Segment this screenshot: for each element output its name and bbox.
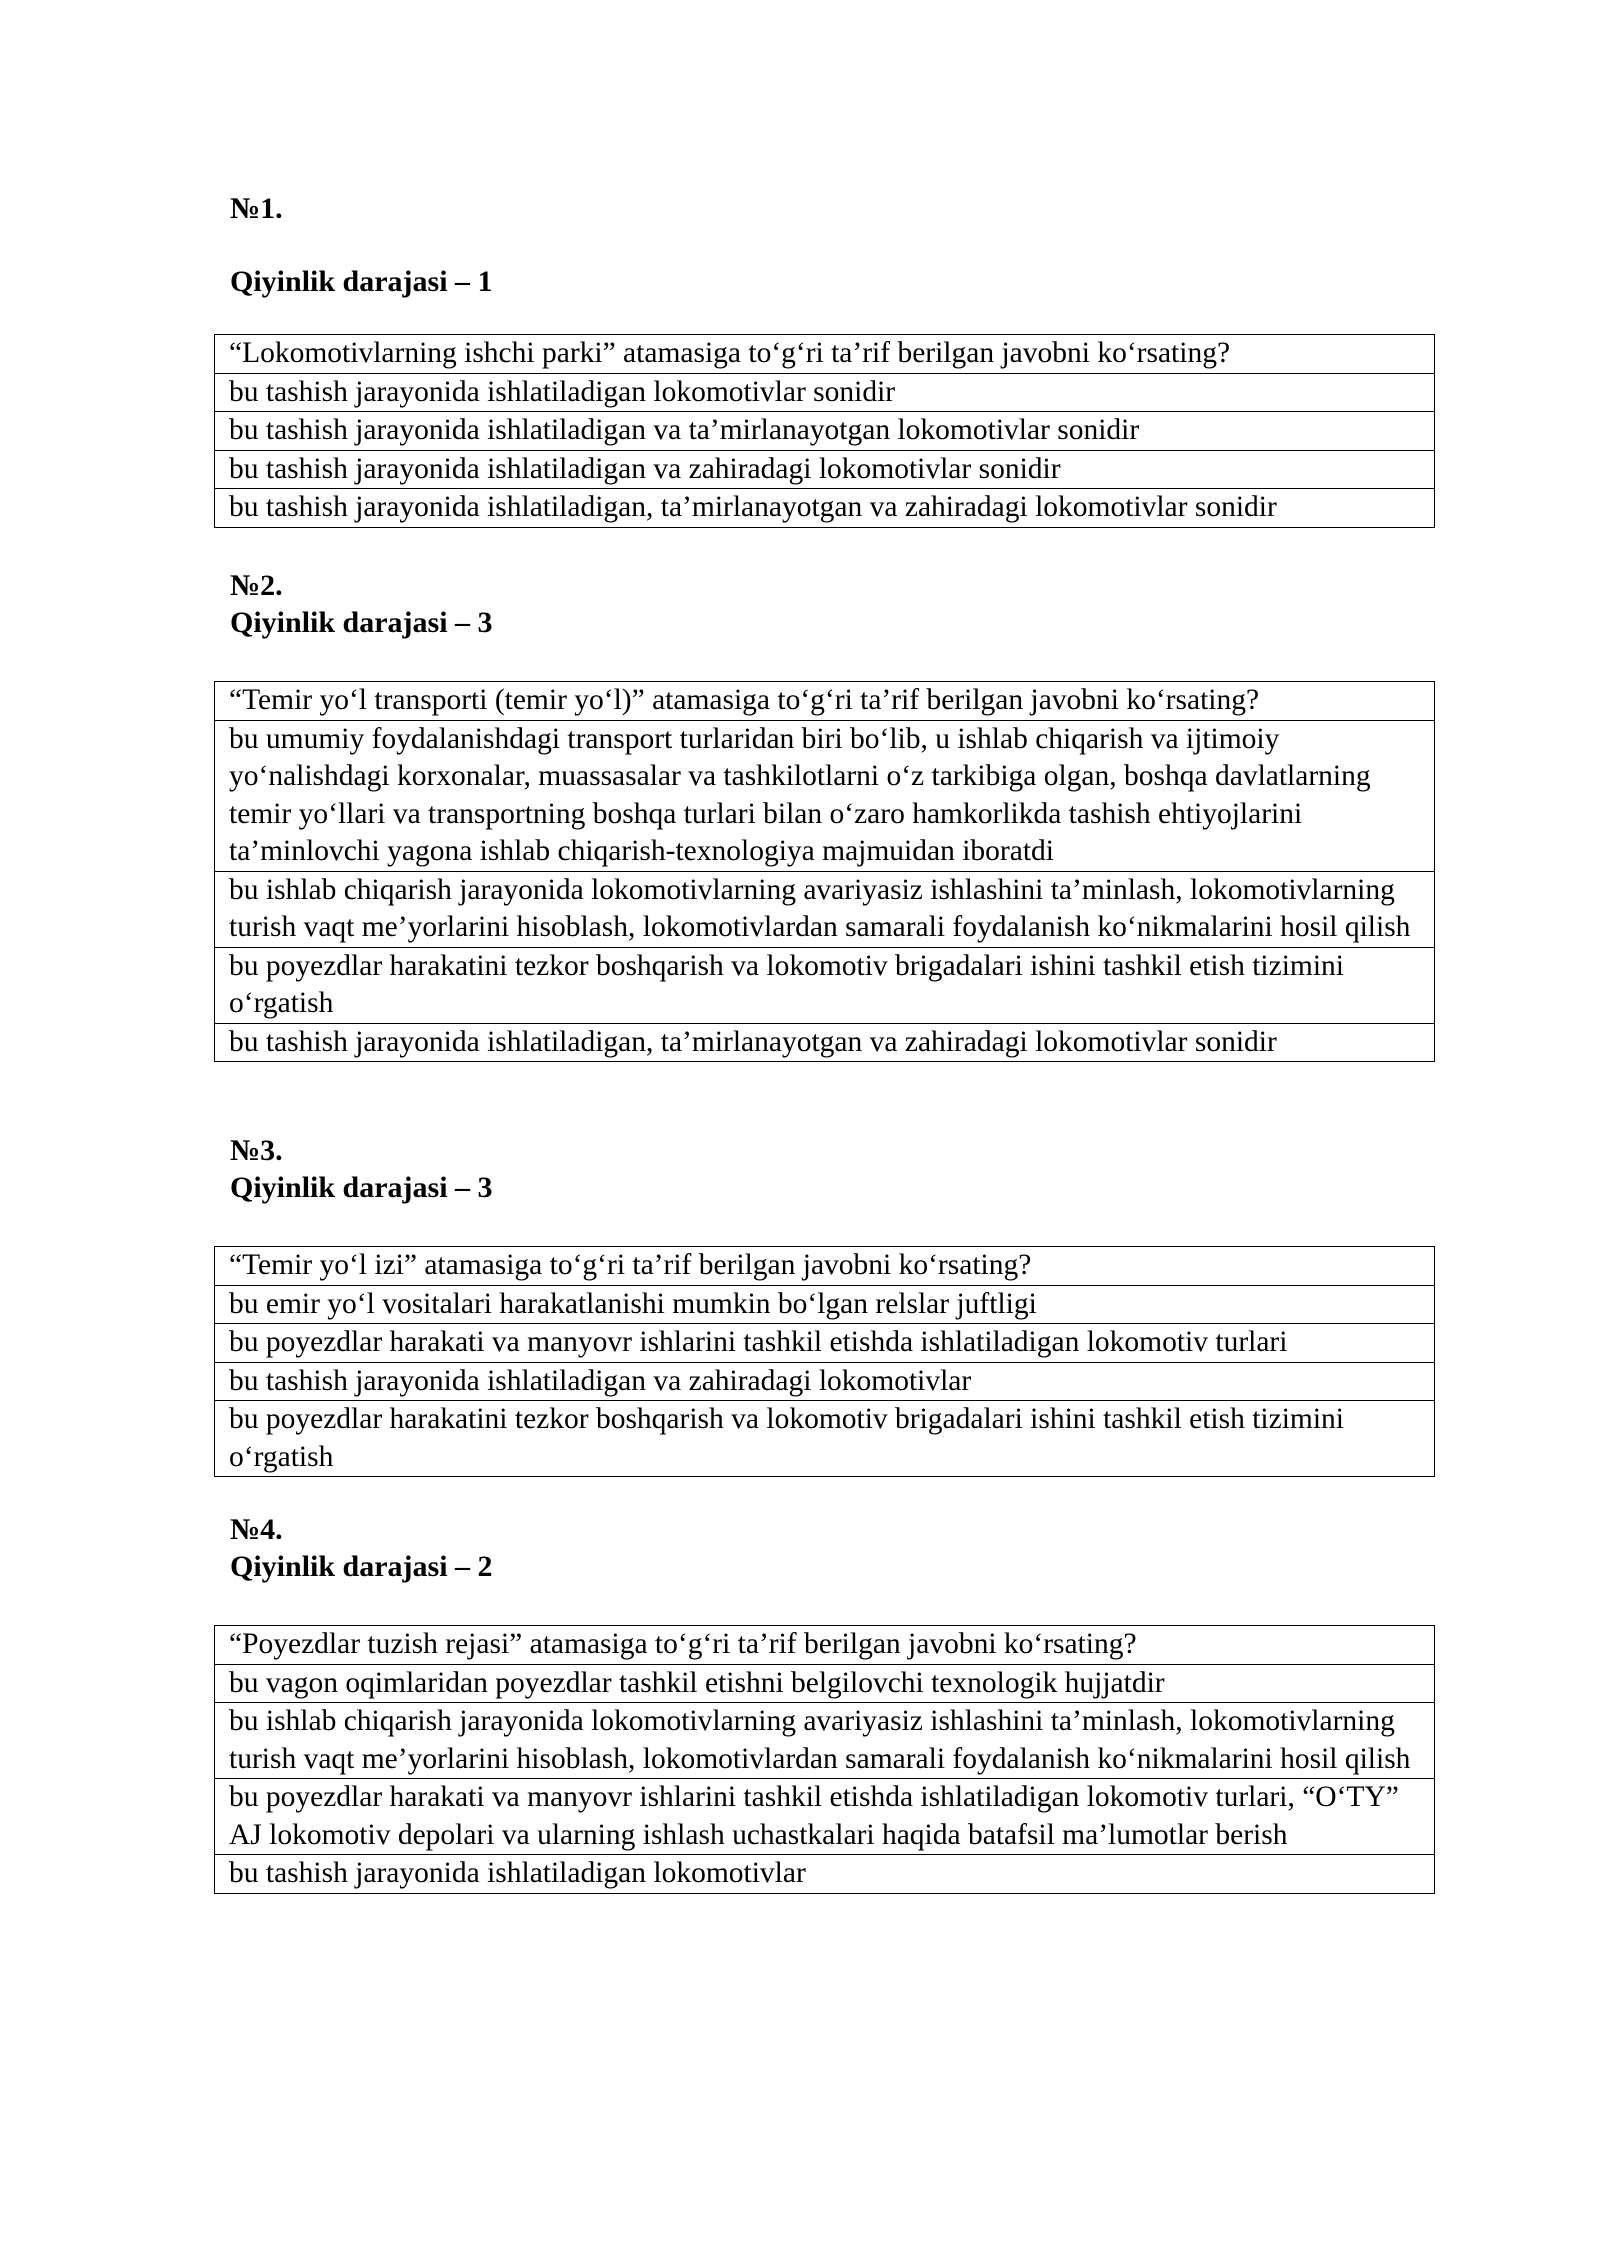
question-prompt: “Temir yo‘l izi” atamasiga to‘g‘ri ta’rif berilgan javobni ko‘rsating? bbox=[215, 1247, 1435, 1286]
answer-row bbox=[215, 1362, 1435, 1401]
answer-option: bu poyezdlar harakatini tezkor boshqarish va lokomotiv brigadalari ishini tashkil etish tizimini o‘rgatish bbox=[215, 1401, 1435, 1477]
answer-row bbox=[215, 871, 1435, 947]
question-table bbox=[214, 1625, 1435, 1894]
answer-option: bu tashish jarayonida ishlatiladigan va zahiradagi lokomotivlar sonidir bbox=[215, 450, 1435, 489]
answer-option: bu tashish jarayonida ishlatiladigan lokomotivlar bbox=[215, 1855, 1435, 1894]
difficulty-level: Qiyinlik darajasi – 2 bbox=[230, 1550, 493, 1583]
answer-row bbox=[215, 1401, 1435, 1477]
answer-row bbox=[215, 373, 1435, 412]
question-prompt: “Temir yo‘l transporti (temir yo‘l)” atamasiga to‘g‘ri ta’rif berilgan javobni ko‘rsating? bbox=[215, 682, 1435, 721]
question-1 bbox=[214, 190, 1435, 528]
answer-option: bu tashish jarayonida ishlatiladigan, ta’mirlanayotgan va zahiradagi lokomotivlar sonidir bbox=[215, 1023, 1435, 1062]
answer-option: bu tashish jarayonida ishlatiladigan va zahiradagi lokomotivlar bbox=[215, 1362, 1435, 1401]
answer-row bbox=[215, 1779, 1435, 1855]
question-prompt-row bbox=[215, 682, 1435, 721]
answer-option: bu tashish jarayonida ishlatiladigan lokomotivlar sonidir bbox=[215, 373, 1435, 412]
answer-row bbox=[215, 1855, 1435, 1894]
question-prompt-row bbox=[215, 1247, 1435, 1286]
answer-option: bu poyezdlar harakati va manyovr ishlarini tashkil etishda ishlatiladigan lokomotiv turlari bbox=[215, 1324, 1435, 1363]
difficulty-level: Qiyinlik darajasi – 3 bbox=[230, 606, 493, 639]
difficulty-level: Qiyinlik darajasi – 3 bbox=[230, 1171, 493, 1204]
question-4 bbox=[214, 1511, 1435, 1894]
question-prompt: “Poyezdlar tuzish rejasi” atamasiga to‘g‘ri ta’rif berilgan javobni ko‘rsating? bbox=[215, 1626, 1435, 1665]
question-table bbox=[214, 1246, 1435, 1477]
question-number: №2. bbox=[230, 569, 283, 602]
question-prompt-row bbox=[215, 335, 1435, 374]
question-prompt: “Lokomotivlarning ishchi parki” atamasiga to‘g‘ri ta’rif berilgan javobni ko‘rsating? bbox=[215, 335, 1435, 374]
difficulty-level: Qiyinlik darajasi – 1 bbox=[230, 265, 493, 298]
answer-option: bu tashish jarayonida ishlatiladigan va ta’mirlanayotgan lokomotivlar sonidir bbox=[215, 412, 1435, 451]
answer-option: bu ishlab chiqarish jarayonida lokomotivlarning avariyasiz ishlashini ta’minlash, lokomotivlarning turish vaqt me’yorlarini hisoblash, lokomotivlardan samarali foydalanish ko‘nikmalarini hosil qilish bbox=[215, 871, 1435, 947]
answer-row bbox=[215, 947, 1435, 1023]
answer-option: bu ishlab chiqarish jarayonida lokomotivlarning avariyasiz ishlashini ta’minlash, lokomotivlarning turish vaqt me’yorlarini hisoblash, lokomotivlardan samarali foydalanish ko‘nikmalarini hosil qilish bbox=[215, 1703, 1435, 1779]
answer-row bbox=[215, 720, 1435, 871]
question-number: №3. bbox=[230, 1134, 283, 1167]
answer-option: bu emir yo‘l vositalari harakatlanishi mumkin bo‘lgan relslar juftligi bbox=[215, 1285, 1435, 1324]
answer-row bbox=[215, 1324, 1435, 1363]
question-prompt-row bbox=[215, 1626, 1435, 1665]
answer-row bbox=[215, 1703, 1435, 1779]
question-number: №4. bbox=[230, 1513, 283, 1546]
answer-row bbox=[215, 1285, 1435, 1324]
answer-row bbox=[215, 1023, 1435, 1062]
answer-row bbox=[215, 489, 1435, 528]
question-number: №1. bbox=[230, 192, 283, 225]
answer-option: bu poyezdlar harakati va manyovr ishlarini tashkil etishda ishlatiladigan lokomotiv turlari, “O‘TY” AJ lokomotiv depolari va ularning ishlash uchastkalari haqida batafsil ma’lumotlar berish bbox=[215, 1779, 1435, 1855]
answer-row bbox=[215, 450, 1435, 489]
question-2 bbox=[214, 567, 1435, 1062]
answer-row bbox=[215, 1664, 1435, 1703]
answer-option: bu umumiy foydalanishdagi transport turlaridan biri bo‘lib, u ishlab chiqarish va ijtimoiy yo‘nalishdagi korxonalar, muassasalar va tashkilotlarni o‘z tarkibiga olgan, boshqa davlatlarning temir yo‘llari va transportning boshqa turlari bilan o‘zaro hamkorlikda tashish ehtiyojlarini ta’minlovchi yagona ishlab chiqarish-texnologiya majmuidan iboratdi bbox=[215, 720, 1435, 871]
answer-option: bu vagon oqimlaridan poyezdlar tashkil etishni belgilovchi texnologik hujjatdir bbox=[215, 1664, 1435, 1703]
question-table bbox=[214, 681, 1435, 1062]
answer-option: bu poyezdlar harakatini tezkor boshqarish va lokomotiv brigadalari ishini tashkil etish tizimini o‘rgatish bbox=[215, 947, 1435, 1023]
answer-option: bu tashish jarayonida ishlatiladigan, ta’mirlanayotgan va zahiradagi lokomotivlar sonidir bbox=[215, 489, 1435, 528]
question-table bbox=[214, 334, 1435, 528]
question-3 bbox=[214, 1132, 1435, 1477]
answer-row bbox=[215, 412, 1435, 451]
